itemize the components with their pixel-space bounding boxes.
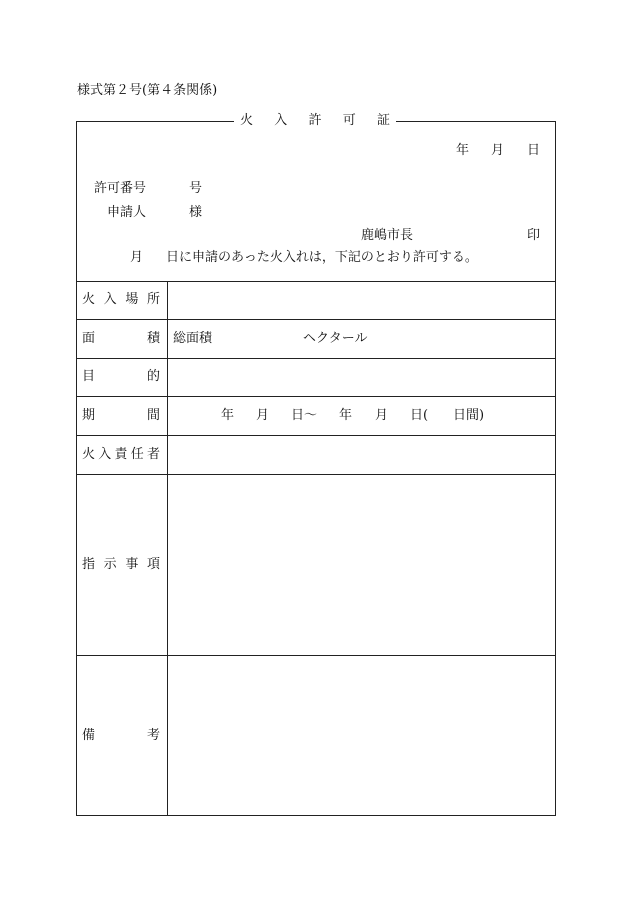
instructions-label: 指 示 事 項	[82, 557, 160, 572]
permit-number-suffix: 号	[189, 181, 203, 196]
row-divider	[76, 435, 556, 436]
statement-month: 月	[130, 250, 144, 265]
issuer: 鹿嶋市長	[361, 228, 414, 243]
label-column-divider	[167, 281, 168, 815]
responsible-label: 火 入 責 任 者	[82, 447, 160, 462]
right-border	[555, 121, 556, 816]
area-unit: ヘクタール	[303, 331, 368, 346]
permit-number-label: 許可番号	[94, 181, 147, 196]
area-total-label: 総面積	[173, 331, 213, 346]
top-border-right	[396, 121, 556, 122]
period-end-day: 日(	[410, 408, 429, 423]
left-border	[76, 121, 77, 816]
title-char: 可	[342, 113, 356, 128]
remarks-label: 備 考	[82, 728, 160, 743]
period-end-year: 年	[339, 408, 353, 423]
date-month: 月	[491, 143, 505, 158]
bottom-border	[76, 815, 556, 816]
top-border-left	[76, 121, 234, 122]
title-char: 証	[376, 113, 390, 128]
row-divider	[76, 319, 556, 320]
applicant-label: 申請人	[107, 205, 147, 220]
statement-text: 日に申請のあった火入れは，下記のとおり許可する。	[166, 250, 478, 265]
period-start-month: 月	[256, 408, 270, 423]
title-char: 入	[274, 113, 288, 128]
row-divider	[76, 474, 556, 475]
date-year: 年	[456, 143, 470, 158]
place-label: 火 入 場 所	[82, 292, 160, 307]
title-char: 許	[308, 113, 322, 128]
row-divider	[76, 358, 556, 359]
period-days: 日間)	[453, 408, 485, 423]
period-start-year: 年	[221, 408, 235, 423]
document-title	[240, 113, 390, 129]
seal-mark: 印	[527, 228, 541, 243]
period-label: 期 間	[82, 408, 160, 423]
period-start-day: 日〜	[291, 408, 318, 423]
title-char: 火	[240, 113, 254, 128]
row-divider	[76, 396, 556, 397]
area-label: 面 積	[82, 331, 160, 346]
applicant-suffix: 様	[189, 205, 203, 220]
row-divider	[76, 655, 556, 656]
row-divider	[76, 281, 556, 282]
purpose-label: 目 的	[82, 369, 160, 384]
date-day: 日	[527, 143, 541, 158]
form-number: 様式第２号(第４条関係)	[77, 83, 218, 98]
period-end-month: 月	[375, 408, 389, 423]
